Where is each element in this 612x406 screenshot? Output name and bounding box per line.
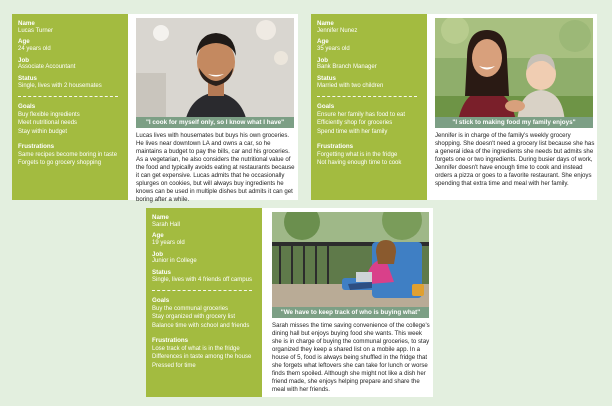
frustrations-label: Frustrations — [152, 336, 189, 344]
age-label: Age — [18, 38, 30, 46]
frustration-item: Forgetting what is in the fridge — [317, 151, 398, 158]
persona-bio: Lucas lives with housemates but buys his own groceries. He lives near downtown LA and owns a car, so he maintains a budget to pay the bills, car and his groceries. As a vegetarian, he also considers the nutritional value of the food and typically avoids eating at restaurants because it can get expensive. Lucas admits that he occasionally splurges on cookies, but will always buy ingredients he knows can be used in multiple dishes but admits it can get boring after a while. — [136, 132, 295, 204]
goals-label: Goals — [18, 103, 36, 110]
frustrations-label: Frustrations — [18, 142, 55, 150]
portrait-illustration — [136, 18, 294, 128]
job-label: Job — [317, 56, 329, 64]
frustrations-list — [152, 345, 256, 371]
age-value: 24 years old — [18, 46, 51, 52]
goal-item: Buy flexible ingredients — [18, 111, 80, 118]
frustration-item: Lose track of what is in the fridge — [152, 345, 240, 352]
persona-sidebar — [311, 14, 427, 200]
goal-item: Stay within budget — [18, 129, 68, 136]
goal-item: Meet nutritional needs — [18, 120, 78, 127]
goals-label: Goals — [152, 297, 170, 304]
persona-quote: "I cook for myself only, so I know what I have" — [136, 117, 294, 128]
job-value: Bank Branch Manager — [317, 64, 377, 71]
job-value: Junior in College — [152, 258, 197, 265]
persona-sidebar — [146, 208, 262, 397]
frustrations-list — [317, 151, 421, 168]
job-label: Job — [152, 250, 164, 258]
name-label: Name — [152, 214, 169, 221]
job-value: Associate Accountant — [18, 64, 76, 71]
age-label: Age — [152, 232, 164, 240]
age-value: 35 years old — [317, 46, 350, 52]
divider — [152, 290, 252, 291]
persona-card-jennifer — [311, 14, 597, 200]
persona-photo-jennifer — [435, 18, 593, 128]
frustration-item: Not having enough time to cook — [317, 160, 402, 167]
goal-item: Buy the communal groceries — [152, 305, 229, 312]
goal-item: Spend time with her family — [317, 129, 388, 136]
persona-card-sarah — [146, 208, 433, 397]
name-label: Name — [317, 20, 334, 27]
persona-card-lucas — [12, 14, 298, 204]
status-label: Status — [18, 74, 37, 82]
goal-item: Stay organized with grocery list — [152, 314, 236, 321]
persona-photo-sarah — [272, 212, 429, 318]
goal-item: Efficiently shop for groceries — [317, 120, 393, 127]
portrait-illustration — [435, 18, 593, 128]
frustration-item: Pressed for time — [152, 362, 196, 369]
persona-bio: Jennifer is in charge of the family's weekly grocery shopping. She doesn't need a grocery list because she has a general idea of the ingredients she needs but admits she forgets one or two ingredients. During busier days of work, Jennifer doesn't have enough time to cook and instead orders a pizza or goes to a favorite restaurant. She enjoys spending that extra time and meal with her family. — [435, 132, 595, 188]
status-label: Status — [317, 74, 336, 82]
goal-item: Balance time with school and friends — [152, 323, 250, 330]
portrait-illustration — [272, 212, 429, 318]
status-label: Status — [152, 268, 171, 276]
persona-quote: "I stick to making food my family enjoys" — [435, 117, 593, 128]
frustration-item: Differences in taste among the house — [152, 354, 252, 361]
divider — [317, 96, 417, 97]
goals-list — [18, 111, 122, 137]
name-label: Name — [18, 20, 35, 27]
age-value: 19 years old — [152, 240, 185, 246]
status-value: Single, lives with 4 friends off campus — [152, 276, 252, 283]
status-value: Single, lives with 2 housemates — [18, 82, 102, 89]
frustration-item: Forgets to go grocery shopping — [18, 160, 102, 167]
persona-sidebar — [12, 14, 128, 200]
status-value: Married with two children — [317, 82, 384, 89]
goal-item: Ensure her family has food to eat — [317, 111, 406, 118]
frustrations-label: Frustrations — [317, 142, 354, 150]
age-label: Age — [317, 38, 329, 46]
name-value: Sarah Hall — [152, 221, 181, 228]
name-value: Jennifer Nunez — [317, 27, 358, 34]
goals-list — [317, 111, 421, 137]
job-label: Job — [18, 56, 30, 64]
goals-list — [152, 305, 256, 331]
frustration-item: Same recipes become boring in taste — [18, 151, 118, 158]
frustrations-list — [18, 151, 122, 168]
persona-quote: "We have to keep track of who is buying what" — [272, 307, 429, 318]
persona-bio: Sarah misses the time saving convenience of the college's dining hall but enjoys buying food she wants. This week she is in charge of buying the communal groceries, to stay organized they keep a shared list on a mobile app. In a house of 5, food is always being shuffled in the fridge that she forgets what leftovers she can take for lunch or worse finds them spoiled. Although she might not like a dish her friend made, she enjoys helping prepare and share the meal with her friends. — [272, 322, 430, 394]
goals-label: Goals — [317, 103, 335, 110]
name-value: Lucas Turner — [18, 27, 54, 34]
divider — [18, 96, 118, 97]
persona-photo-lucas — [136, 18, 294, 128]
